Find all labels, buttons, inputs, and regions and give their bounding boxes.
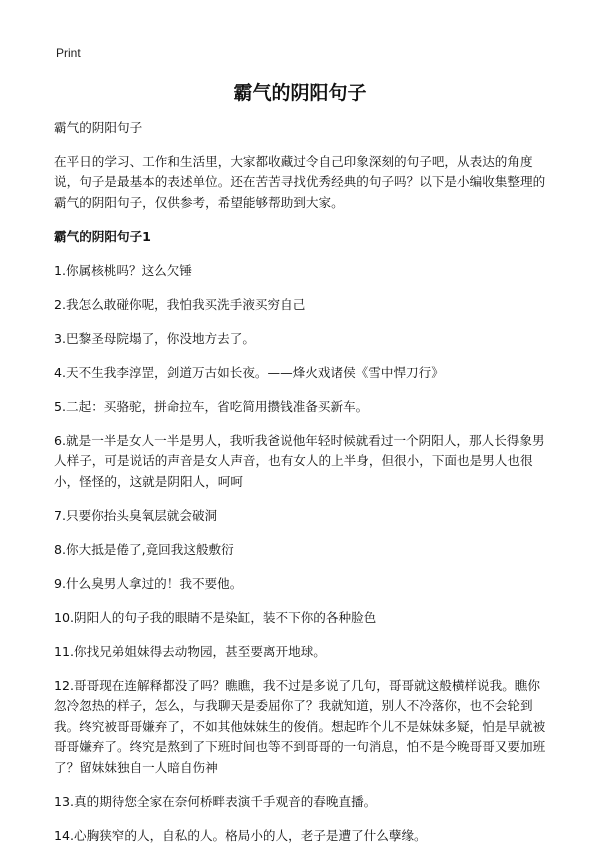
list-item: 6.就是一半是女人一半是男人，我听我爸说他年轻时候就看过一个阴阳人，那人长得象男人样子，可是说话的声音是女人声音，也有女人的上半身，但很小，下面也是男人也很小，怪怪的，这就是阴阳人，呵呵 — [54, 432, 545, 489]
list-item: 1.你属核桃吗？这么欠锤 — [54, 262, 192, 278]
document-subtitle: 霸气的阴阳句子 — [54, 120, 143, 135]
list-item: 5.二起：买骆驼，拼命拉车，省吃简用攒钱准备买新车。 — [54, 398, 369, 414]
list-item: 9.什么臭男人拿过的！我不要他。 — [54, 575, 243, 591]
page-title: 霸气的阴阳句子 — [233, 82, 367, 104]
list-item: 14.心胸狭窄的人，自私的人。格局小的人，老子是遭了什么孽缘。 — [54, 827, 427, 843]
document-body — [54, 118, 552, 860]
list-item: 3.巴黎圣母院塌了，你没地方去了。 — [54, 330, 255, 346]
list-item: 8.你大抵是倦了,竟回我这般敷衍 — [54, 541, 234, 557]
list-item: 7.只要你抬头臭氧层就会破洞 — [54, 507, 218, 523]
intro-paragraph: 在平日的学习、工作和生活里，大家都收藏过令自己印象深刻的句子吧，从表达的角度说，句子是最基本的表述单位。还在苦苦寻找优秀经典的句子吗？以下是小编收集整理的霸气的阴阳句子，仅供参考，希望能够帮助到大家。 — [54, 153, 546, 210]
list-item: 13.真的期待您全家在奈何桥畔表演千手观音的春晚直播。 — [54, 793, 377, 809]
list-item: 10.阴阳人的句子我的眼睛不是染缸，装不下你的各种脸色 — [54, 609, 377, 625]
list-item: 4.天不生我李淳罡，剑道万古如长夜。——烽火戏诸侯《雪中悍刀行》 — [54, 364, 444, 380]
list-item: 2.我怎么敢碰你呢，我怕我买洗手液买穷自己 — [54, 296, 306, 312]
list-item: 12.哥哥现在连解释都没了吗？瞧瞧，我不过是多说了几句，哥哥就这般横样说我。瞧你忽冷忽热的样子，怎么，与我聊天是委屈你了？我就知道，别人不冷落你，也不会轮到我。终究被哥哥嫌弃了，不如其他妹妹生的俊俏。想起昨个儿不是妹妹多疑，怕是早就被哥哥嫌弃了。终究是熬到了下班时间也等不到哥哥的一句消息，怕不是今晚哥哥又要加班了？留妹妹独自一人暗自伤神 — [54, 677, 546, 775]
list-item: 11.你找兄弟姐妹得去动物园，甚至要离开地球。 — [54, 643, 326, 659]
print-label[interactable]: Print — [56, 46, 81, 60]
section-heading: 霸气的阴阳句子1 — [54, 228, 151, 244]
